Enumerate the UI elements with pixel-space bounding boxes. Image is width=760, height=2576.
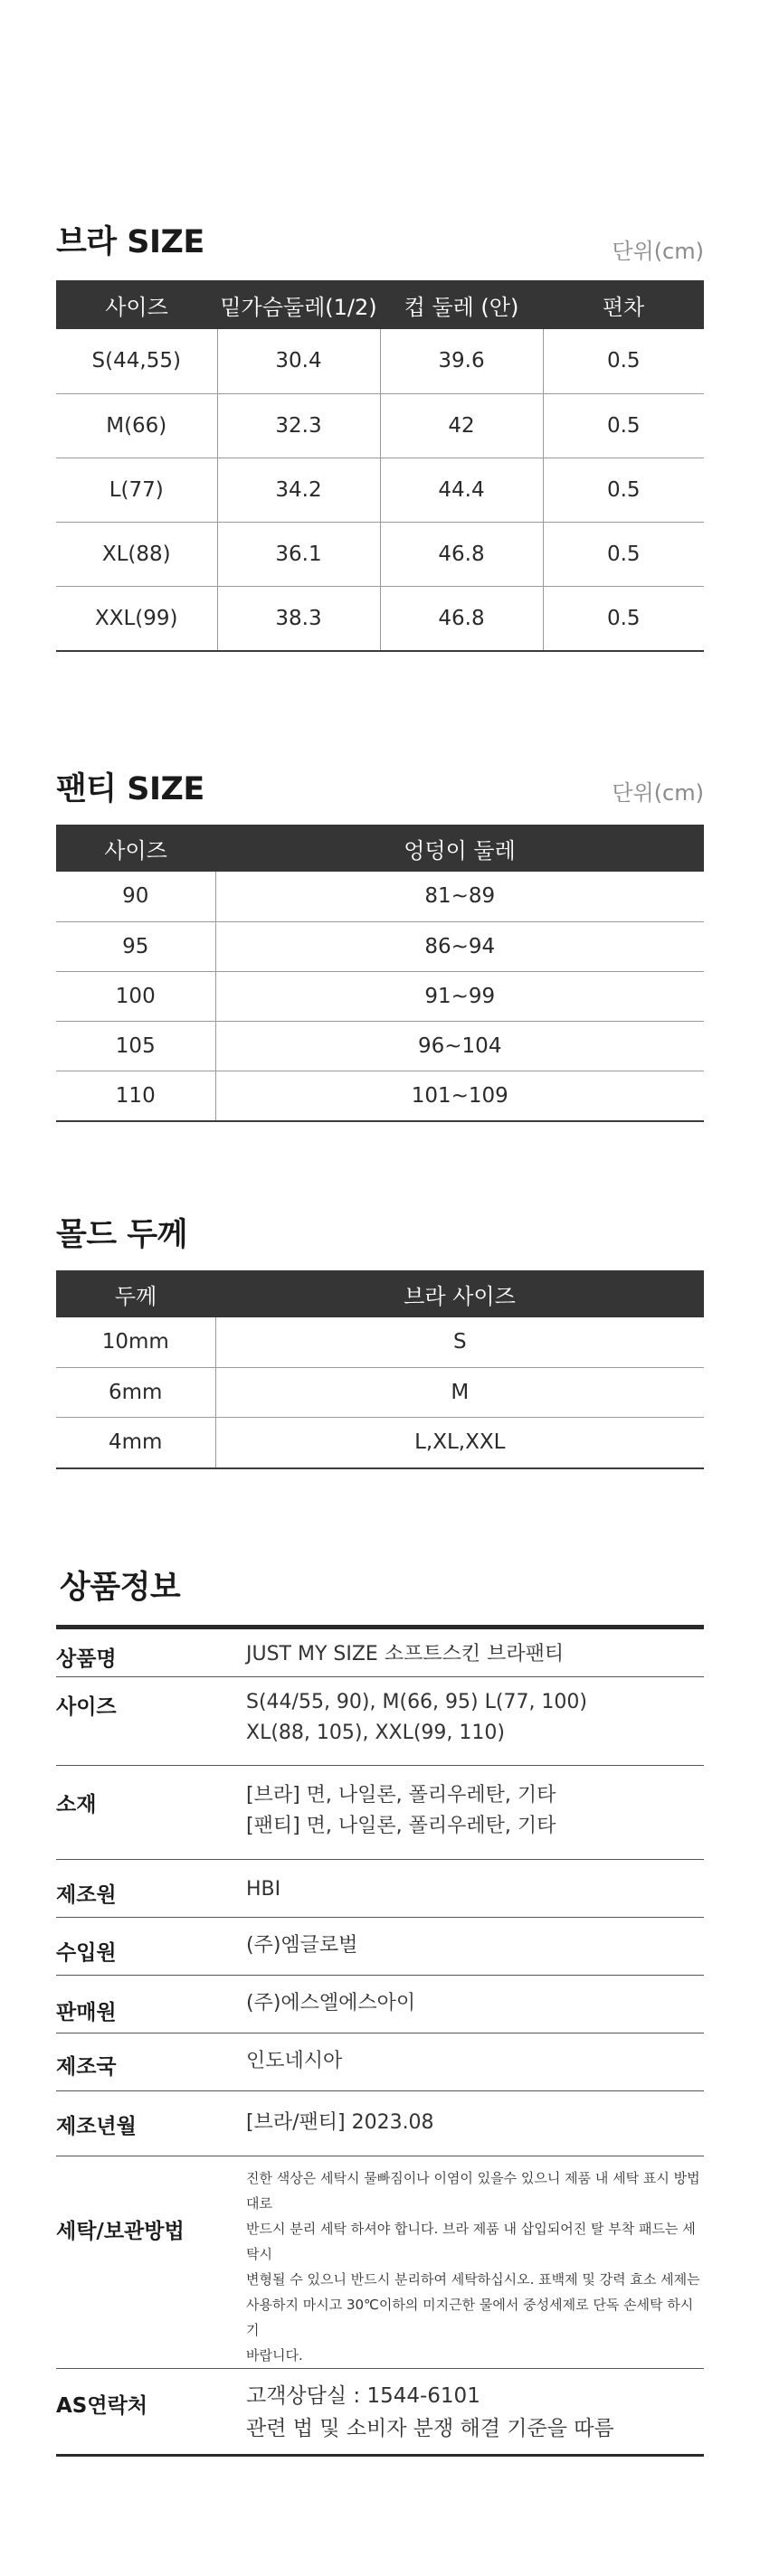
- table-row: [56, 393, 704, 458]
- info-line: S(44/55, 90), M(66, 95) L(77, 100): [246, 1691, 588, 1713]
- product-info-title: 상품정보: [60, 1570, 181, 1606]
- table-cell: 30.4: [217, 329, 380, 393]
- info-value: [246, 1677, 704, 1766]
- info-line: [팬티] 면, 나일론, 폴리우레탄, 기타: [246, 1815, 556, 1837]
- info-label: 제조원: [56, 1860, 246, 1918]
- table-cell: 44.4: [380, 458, 543, 522]
- table-cell: 6mm: [56, 1367, 215, 1417]
- table-cell: 36.1: [217, 522, 380, 586]
- table-row: [56, 872, 704, 921]
- column-header: 엉덩이 둘레: [215, 825, 704, 872]
- table-row: [56, 1367, 704, 1417]
- table-cell: 34.2: [217, 458, 380, 522]
- info-line: XL(88, 105), XXL(99, 110): [246, 1722, 505, 1744]
- table-cell: 86~94: [215, 921, 704, 971]
- info-label: 소재: [56, 1766, 246, 1860]
- table-cell: S: [215, 1317, 704, 1367]
- info-line: (주)엠글로벌: [246, 1934, 358, 1957]
- bra-size-table-wrap: [56, 280, 704, 652]
- column-header: 컵 둘레 (안): [380, 280, 543, 329]
- info-line: 반드시 분리 세탁 하셔야 합니다. 브라 제품 내 삽입되어진 탈 부착 패드는 세탁시: [246, 2221, 696, 2262]
- table-cell: 38.3: [217, 586, 380, 651]
- info-value: [246, 1628, 704, 1677]
- info-label: 세탁/보관방법: [56, 2156, 246, 2369]
- table-row: [56, 1021, 704, 1071]
- info-value: [246, 1860, 704, 1918]
- info-value: [246, 2369, 704, 2456]
- bra-unit-label: 단위(cm): [612, 239, 704, 264]
- panty-size-table-wrap: [56, 825, 704, 1122]
- panty-unit-label: 단위(cm): [612, 780, 704, 806]
- mold-table-wrap: [56, 1270, 704, 1469]
- table-header-row: [56, 280, 704, 329]
- bra-size-title: 브라 SIZE: [56, 224, 204, 260]
- table-row: [56, 458, 704, 522]
- table-row: [56, 522, 704, 586]
- table-cell: 46.8: [380, 586, 543, 651]
- info-value: [246, 2033, 704, 2091]
- table-cell: XL(88): [56, 522, 217, 586]
- info-line: (주)에스엘에스아이: [246, 1992, 416, 2015]
- column-header: 브라 사이즈: [215, 1270, 704, 1317]
- info-line: 고객상담실 : 1544-6101: [246, 2384, 480, 2408]
- table-cell: 42: [380, 393, 543, 458]
- info-label: 제조국: [56, 2033, 246, 2091]
- info-line: [브라/팬티] 2023.08: [246, 2111, 434, 2134]
- info-line: 바랍니다.: [246, 2347, 303, 2364]
- table-cell: 105: [56, 1021, 215, 1071]
- info-label: AS연락처: [56, 2369, 246, 2456]
- table-cell: 100: [56, 971, 215, 1021]
- info-line: [브라] 면, 나일론, 폴리우레탄, 기타: [246, 1784, 556, 1807]
- table-cell: 10mm: [56, 1317, 215, 1367]
- info-row: [56, 2033, 704, 2091]
- product-info-table-wrap: [56, 1625, 704, 2457]
- info-row: [56, 1677, 704, 1766]
- info-line: 진한 색상은 세탁시 물빠짐이나 이염이 있을수 있으니 제품 내 세탁 표시 방법대로: [246, 2170, 700, 2212]
- table-row: [56, 329, 704, 393]
- table-cell: 95: [56, 921, 215, 971]
- table-cell: 0.5: [543, 586, 704, 651]
- column-header: 밑가슴둘레(1/2): [217, 280, 380, 329]
- info-line: 관련 법 및 소비자 분쟁 해결 기준을 따름: [246, 2417, 614, 2440]
- info-line: JUST MY SIZE 소프트스킨 브라팬티: [246, 1643, 565, 1665]
- table-row: [56, 586, 704, 651]
- panty-size-table: [56, 825, 704, 1122]
- info-value: [246, 1918, 704, 1976]
- panty-size-section: [56, 764, 704, 809]
- product-info-table: [56, 1625, 704, 2457]
- info-row: [56, 1918, 704, 1976]
- info-line: HBI: [246, 1878, 281, 1901]
- info-value: [246, 2091, 704, 2156]
- info-row: [56, 2091, 704, 2156]
- column-header: 편차: [543, 280, 704, 329]
- table-cell: 91~99: [215, 971, 704, 1021]
- info-row: [56, 1766, 704, 1860]
- table-cell: 0.5: [543, 458, 704, 522]
- table-cell: 32.3: [217, 393, 380, 458]
- info-label: 수입원: [56, 1918, 246, 1976]
- table-cell: 0.5: [543, 393, 704, 458]
- table-cell: 101~109: [215, 1071, 704, 1121]
- table-cell: 0.5: [543, 329, 704, 393]
- bra-size-section: [56, 217, 704, 262]
- info-line: 인도네시아: [246, 2050, 343, 2072]
- table-header-row: [56, 1270, 704, 1317]
- mold-title: 몰드 두께: [56, 1217, 187, 1253]
- column-header: 두께: [56, 1270, 215, 1317]
- info-label: 제조년월: [56, 2091, 246, 2156]
- table-cell: M(66): [56, 393, 217, 458]
- table-cell: 90: [56, 872, 215, 921]
- table-cell: 81~89: [215, 872, 704, 921]
- info-label: 사이즈: [56, 1677, 246, 1766]
- info-row: [56, 1628, 704, 1677]
- table-row: [56, 1071, 704, 1121]
- column-header: 사이즈: [56, 280, 217, 329]
- info-value: [246, 1976, 704, 2033]
- info-row: [56, 1976, 704, 2033]
- table-cell: 46.8: [380, 522, 543, 586]
- table-row: [56, 1317, 704, 1367]
- info-value: [246, 2156, 704, 2369]
- table-cell: S(44,55): [56, 329, 217, 393]
- bra-size-table: [56, 280, 704, 652]
- table-cell: L(77): [56, 458, 217, 522]
- table-cell: L,XL,XXL: [215, 1417, 704, 1468]
- table-cell: 39.6: [380, 329, 543, 393]
- table-cell: 96~104: [215, 1021, 704, 1071]
- info-value: [246, 1766, 704, 1860]
- info-label: 상품명: [56, 1628, 246, 1677]
- table-cell: XXL(99): [56, 586, 217, 651]
- info-line: 사용하지 마시고 30℃이하의 미지근한 물에서 중성세제로 단독 손세탁 하시기: [246, 2297, 694, 2338]
- mold-section: [56, 1210, 704, 1255]
- info-row: [56, 2156, 704, 2369]
- info-row: [56, 1860, 704, 1918]
- info-row: [56, 2369, 704, 2456]
- table-cell: 0.5: [543, 522, 704, 586]
- column-header: 사이즈: [56, 825, 215, 872]
- panty-size-title: 팬티 SIZE: [56, 771, 204, 807]
- table-row: [56, 1417, 704, 1468]
- table-row: [56, 971, 704, 1021]
- table-cell: 110: [56, 1071, 215, 1121]
- table-row: [56, 921, 704, 971]
- table-cell: M: [215, 1367, 704, 1417]
- table-cell: 4mm: [56, 1417, 215, 1468]
- product-info-section: [56, 1562, 704, 1608]
- mold-table: [56, 1270, 704, 1469]
- info-line: 변형될 수 있으니 반드시 분리하여 세탁하십시오. 표백제 및 강력 효소 세제는: [246, 2271, 700, 2288]
- table-header-row: [56, 825, 704, 872]
- info-label: 판매원: [56, 1976, 246, 2033]
